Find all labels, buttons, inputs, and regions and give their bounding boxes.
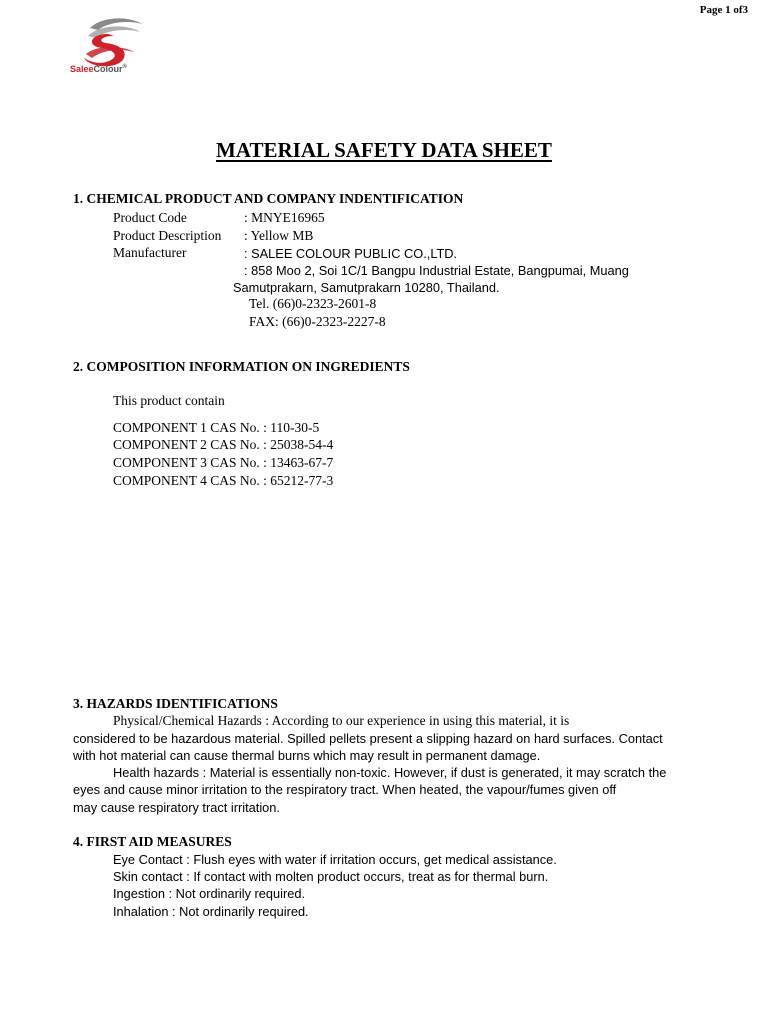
hazards-line: Physical/Chemical Hazards : According to our experience in using this material, it is <box>113 713 570 728</box>
component-line: COMPONENT 1 CAS No. : 110-30-5 <box>113 420 320 435</box>
first-aid-line: Skin contact : If contact with molten product occurs, treat as for thermal burn. <box>113 869 549 884</box>
hazards-line: may cause respiratory tract irritation. <box>73 800 280 815</box>
first-aid-line: Eye Contact : Flush eyes with water if irritation occurs, get medical assistance. <box>113 852 557 867</box>
address-line-2: Samutprakarn, Samutprakarn 10280, Thailand. <box>233 280 500 295</box>
product-code-label: Product Code <box>113 210 187 225</box>
manufacturer-value: : SALEE COLOUR PUBLIC CO.,LTD. <box>244 246 458 261</box>
page-number: Page 1 of3 <box>699 4 748 16</box>
hazards-line: considered to be hazardous material. Spilled pellets present a slipping hazard on hard surfaces. Contact <box>73 731 663 746</box>
first-aid-line: Inhalation : Not ordinarily required. <box>113 904 309 919</box>
hazards-line: with hot material can cause thermal burns which may result in permanent damage. <box>73 748 541 763</box>
component-line: COMPONENT 2 CAS No. : 25038-54-4 <box>113 437 334 452</box>
hazards-line: eyes and cause minor irritation to the respiratory tract. When heated, the vapour/fumes given off <box>73 782 617 797</box>
telephone: Tel. (66)0-2323-2601-8 <box>249 296 377 311</box>
product-description-label: Product Description <box>113 228 222 243</box>
fax: FAX: (66)0-2323-2227-8 <box>249 314 386 329</box>
product-description-value: : Yellow MB <box>244 228 314 243</box>
component-line: COMPONENT 4 CAS No. : 65212-77-3 <box>113 473 334 488</box>
product-code-value: : MNYE16965 <box>244 210 325 225</box>
section-1-heading: 1. CHEMICAL PRODUCT AND COMPANY INDENTIFICATION <box>73 191 464 206</box>
composition-intro: This product contain <box>113 393 225 408</box>
hazards-line: Health hazards : Material is essentially non-toxic. However, if dust is generated, it may scratch the <box>113 765 667 780</box>
manufacturer-label: Manufacturer <box>113 245 187 260</box>
document-title: MATERIAL SAFETY DATA SHEET <box>216 138 552 162</box>
section-2-heading: 2. COMPOSITION INFORMATION ON INGREDIENTS <box>73 359 410 374</box>
logo-wordmark: SaleeColour® <box>70 64 127 74</box>
component-line: COMPONENT 3 CAS No. : 13463-67-7 <box>113 455 334 470</box>
first-aid-line: Ingestion : Not ordinarily required. <box>113 886 306 901</box>
section-3-heading: 3. HAZARDS IDENTIFICATIONS <box>73 696 278 711</box>
section-4-heading: 4. FIRST AID MEASURES <box>73 834 232 849</box>
address-line-1: : 858 Moo 2, Soi 1C/1 Bangpu Industrial Estate, Bangpumai, Muang <box>244 263 629 278</box>
